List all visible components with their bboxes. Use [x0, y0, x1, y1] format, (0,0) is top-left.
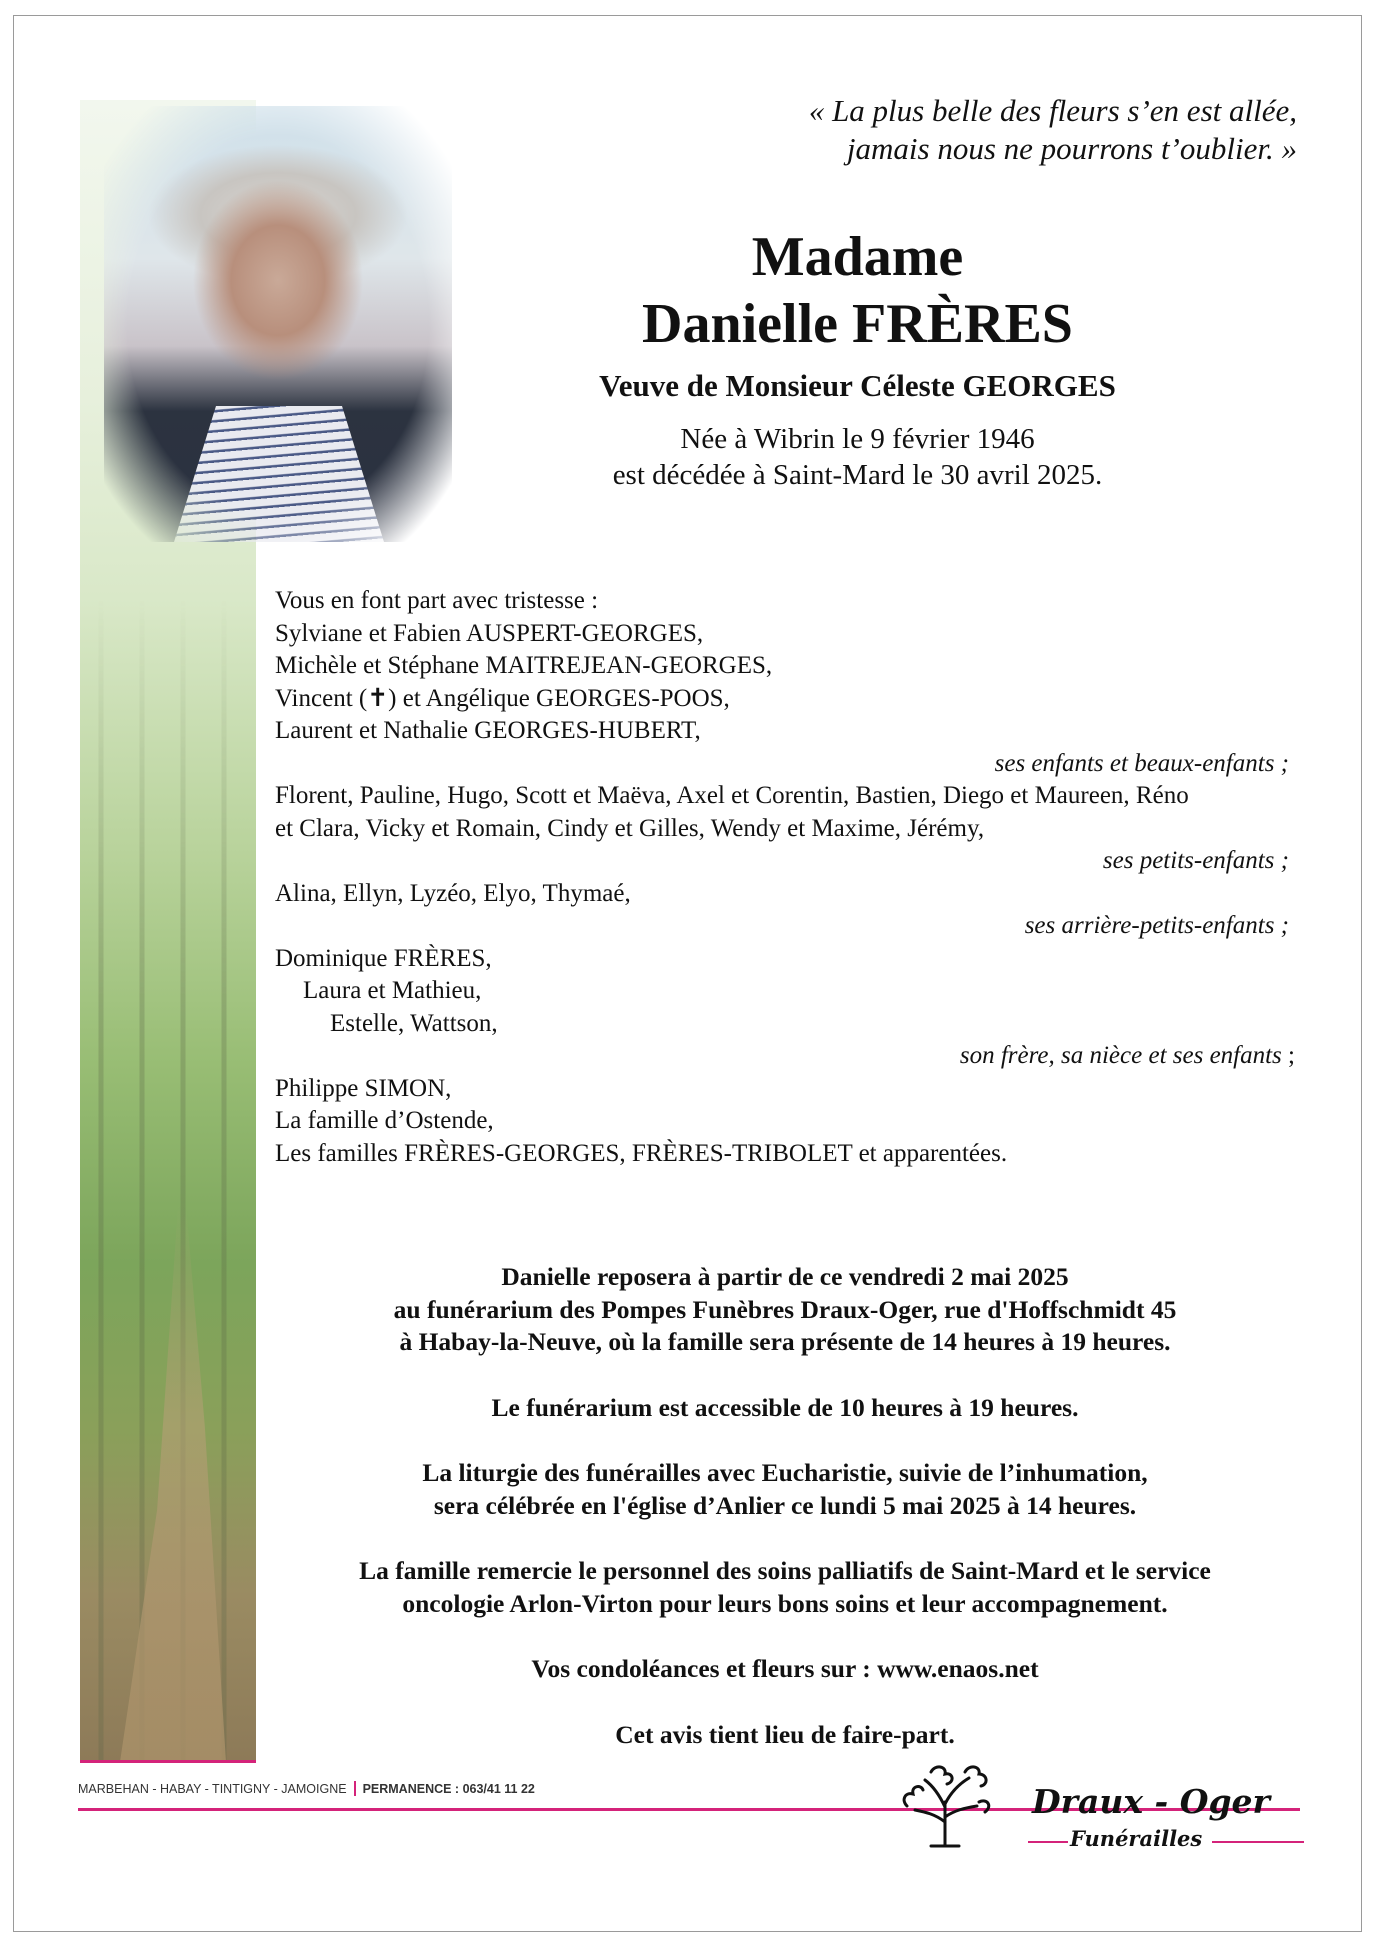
family-grandchildren: et Clara, Vicky et Romain, Cindy et Gilles, Wendy et Maxime, Jérémy,: [275, 814, 985, 842]
family-child: Michèle et Stéphane MAITREJEAN-GEORGES,: [275, 652, 773, 679]
access-line: Le funérarium est accessible de 10 heures à 19 heures.: [491, 1392, 1079, 1422]
death-line: est décédée à Saint-Mard le 30 avril 2025.: [612, 459, 1103, 491]
funeral-announcement: [270, 1261, 1300, 1784]
family-child: Sylviane et Fabien AUSPERT-GEORGES,: [275, 619, 704, 647]
thanks-line: oncologie Arlon-Virton pour leurs bons soins et leur accompagnement.: [402, 1588, 1168, 1618]
family-sibling: Laura et Mathieu,: [303, 977, 482, 1004]
footer-separator: [354, 1781, 356, 1796]
family-child: Laurent et Nathalie GEORGES-HUBERT,: [275, 717, 701, 744]
family-sibling: Dominique FRÈRES,: [275, 944, 492, 972]
grandchildren-label: ses petits-enfants ;: [1102, 847, 1289, 874]
family-sibling: Estelle, Wattson,: [330, 1009, 498, 1037]
notice-paragraph: [270, 1719, 1300, 1752]
quote-line: jamais nous ne pourrons t’oublier. »: [846, 131, 1297, 166]
family-grandchildren: Florent, Pauline, Hugo, Scott et Maëva, Axel et Corentin, Bastien, Diego et Maureen, Réno: [275, 782, 1189, 809]
access-paragraph: [270, 1392, 1300, 1425]
family-other: Philippe SIMON,: [275, 1074, 452, 1102]
memorial-quote: [809, 92, 1297, 168]
deceased-name: Danielle FRÈRES: [642, 293, 1073, 355]
tree-logo-icon: [895, 1762, 995, 1848]
family-other: La famille d’Ostende,: [275, 1107, 494, 1134]
thanks-paragraph: [270, 1555, 1300, 1620]
thanks-line: La famille remercie le personnel des soins palliatifs de Saint-Mard et le service: [359, 1556, 1211, 1585]
brand-name: Draux - Oger: [1032, 1782, 1270, 1821]
rest-line: à Habay-la-Neuve, où la famille sera présente de 14 heures à 19 heures.: [399, 1327, 1171, 1356]
condolences-paragraph: [270, 1653, 1300, 1686]
family-great-grandchildren: Alina, Ellyn, Lyzéo, Elyo, Thymaé,: [275, 879, 631, 907]
birth-death-dates: [465, 421, 1250, 493]
liturgy-paragraph: [270, 1457, 1300, 1522]
portrait-striped-shirt: [174, 406, 384, 542]
widow-of: Veuve de Monsieur Céleste GEORGES: [599, 368, 1116, 403]
brand-subtitle: Funérailles: [1070, 1826, 1203, 1851]
notice-line: Cet avis tient lieu de faire-part.: [615, 1719, 955, 1749]
liturgy-line: La liturgie des funérailles avec Eucharistie, suivie de l’inhumation,: [422, 1458, 1148, 1487]
children-label: ses enfants et beaux-enfants ;: [994, 749, 1289, 777]
permanence-phone: PERMANENCE : 063/41 11 22: [362, 1782, 535, 1796]
family-intro: Vous en font part avec tristesse :: [275, 587, 599, 614]
family-list: [275, 585, 1295, 1170]
condolences-line: Vos condoléances et fleurs sur : www.enaos.net: [531, 1654, 1039, 1683]
great-grandchildren-label: ses arrière-petits-enfants ;: [1024, 912, 1289, 939]
footer-locations: [78, 1781, 535, 1796]
rest-line: au funérarium des Pompes Funèbres Draux-Oger, rue d'Hoffschmidt 45: [393, 1294, 1177, 1324]
sibling-label-row: [275, 1040, 1295, 1073]
portrait-photo: [104, 106, 452, 542]
sibling-label-end: ;: [1281, 1042, 1295, 1069]
rest-line: Danielle reposera à partir de ce vendredi 2 mai 2025: [501, 1262, 1069, 1291]
locations-text: MARBEHAN - HABAY - TINTIGNY - JAMOIGNE: [78, 1782, 347, 1796]
family-other: Les familles FRÈRES-GEORGES, FRÈRES-TRIBOLET et apparentées.: [275, 1139, 1008, 1167]
brand-underline-left: [1028, 1841, 1068, 1843]
birth-line: Née à Wibrin le 9 février 1946: [680, 423, 1035, 455]
sibling-label: son frère, sa nièce et ses enfants: [959, 1042, 1282, 1069]
liturgy-line: sera célébrée en l'église d’Anlier ce lundi 5 mai 2025 à 14 heures.: [433, 1490, 1137, 1520]
family-child: Vincent (✝) et Angélique GEORGES-POOS,: [275, 684, 730, 712]
strip-accent-line: [80, 1760, 256, 1763]
quote-line: « La plus belle des fleurs s’en est allée,: [808, 93, 1297, 128]
deceased-title: Madame: [751, 226, 964, 288]
brand-underline-right: [1212, 1841, 1304, 1843]
rest-paragraph: [270, 1261, 1300, 1359]
